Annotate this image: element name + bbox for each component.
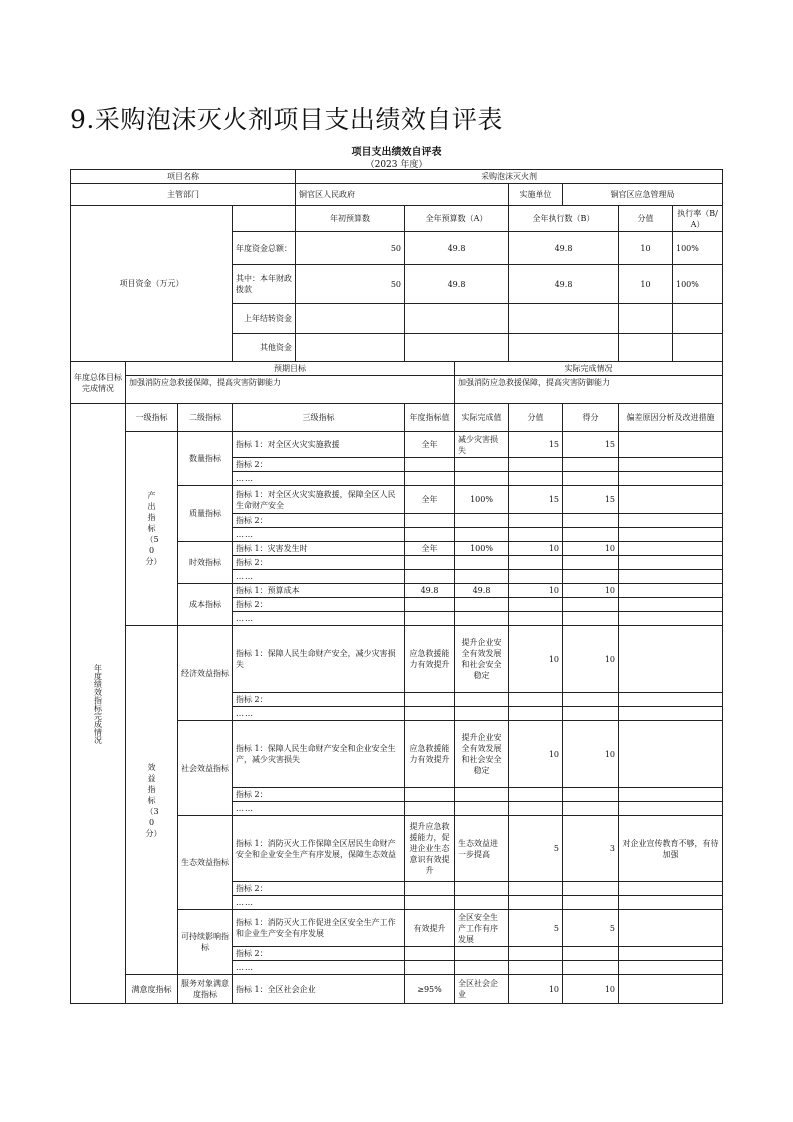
indicator-item: ……: [233, 570, 405, 584]
indicator-deviation: [619, 721, 723, 788]
indicator-item: ……: [233, 896, 405, 910]
funds-row-label: 年度资金总额：: [233, 232, 296, 265]
indicator-item: 指标 1：对全区火灾实施救援: [233, 432, 405, 458]
funds-row-label: 上年结转资金: [233, 304, 296, 334]
funds-row-rate: [673, 334, 723, 362]
indicator-level2: 社会效益指标: [178, 721, 233, 816]
indicator-item: ……: [233, 707, 405, 721]
indicator-score: 10: [563, 721, 619, 788]
indicator-score: 3: [563, 816, 619, 882]
indicator-score-value: 10: [509, 626, 563, 693]
page-heading: 9.采购泡沫灭火剂项目支出绩效自评表: [70, 105, 503, 134]
indicator-score: 10: [563, 542, 619, 556]
funds-row-init: 50: [296, 265, 405, 304]
indicator-target: 应急救援能力有效提升: [405, 721, 455, 788]
indicator-score-value: 10: [509, 975, 563, 1004]
indicator-score-value: 5: [509, 910, 563, 947]
indicator-target: 提升应急救援能力，促进企业生态意识有效提升: [405, 816, 455, 882]
indicator-section-text: 年度绩效指标完成情况: [93, 663, 103, 744]
indicator-item: 指标 2：: [233, 458, 405, 472]
indicator-actual: 全区社会企业: [455, 975, 509, 1004]
indicator-item: 指标 2：: [233, 556, 405, 570]
goal-header-row: [71, 362, 723, 376]
indicator-target: ≥95%: [405, 975, 455, 1004]
funds-row-exec: [509, 304, 619, 334]
indicator-item: 指标 1：消防灭火工作促进全区安全生产工作和企业生产安全有序发展: [233, 910, 405, 947]
output-level1: [126, 432, 178, 626]
indicator-target: 全年: [405, 542, 455, 556]
indicator-score-value: 15: [509, 432, 563, 458]
funds-row-rate: 100%: [673, 232, 723, 265]
funds-header-rate: 执行率（B/A）: [673, 206, 723, 232]
indicator-level2: 数量指标: [178, 432, 233, 486]
funds-row-label: 其中：本年财政拨款: [233, 265, 296, 304]
indicator-actual: 100%: [455, 486, 509, 514]
funds-row-budget: 49.8: [405, 265, 509, 304]
funds-header-exec: 全年执行数（B）: [509, 206, 619, 232]
goal-expected: 加强消防应急救援保障，提高灾害防御能力: [126, 376, 455, 404]
indicator-score-value: 5: [509, 816, 563, 882]
indicator-deviation: [619, 542, 723, 556]
goal-actual-header: 实际完成情况: [455, 362, 723, 376]
indicator-level2: 成本指标: [178, 584, 233, 626]
funds-row-init: [296, 334, 405, 362]
indicator-score-value: 15: [509, 486, 563, 514]
indicator-item: 指标 2：: [233, 693, 405, 707]
benefit-level1-text: 效益指标（30 分）: [145, 762, 162, 838]
header-deviation: 偏差原因分析及改进措施: [619, 404, 723, 432]
indicator-level2: 服务对象满意度指标: [178, 975, 233, 1004]
satisfaction-level1: 满意度指标: [126, 975, 178, 1004]
indicator-target: 全年: [405, 432, 455, 458]
project-name-label: 项目名称: [71, 170, 296, 184]
indicator-item: 指标 2：: [233, 947, 405, 961]
department-row: [71, 184, 723, 206]
indicator-target: 应急救援能力有效提升: [405, 626, 455, 693]
funds-row-exec: 49.8: [509, 265, 619, 304]
funds-header-blank: [233, 206, 296, 232]
benefit-level1: [126, 626, 178, 975]
indicator-level2: 时效指标: [178, 542, 233, 584]
indicator-item: ……: [233, 528, 405, 542]
indicator-deviation: 对企业宣传教育不够，有待加强: [619, 816, 723, 882]
unit-value: 铜官区应急管理局: [563, 184, 723, 206]
funds-row-score-value: 10: [619, 265, 673, 304]
output-level1-text: 产出指标（50 分）: [145, 491, 162, 566]
indicator-score: 10: [563, 584, 619, 598]
header-level1: 一级指标: [126, 404, 178, 432]
indicator-deviation: [619, 910, 723, 947]
indicator-score-value: 10: [509, 721, 563, 788]
indicator-row: [71, 432, 723, 458]
header-actual: 实际完成值: [455, 404, 509, 432]
indicator-row: [71, 626, 723, 693]
dept-value: 铜官区人民政府: [296, 184, 509, 206]
indicator-actual: 提升企业安全有效发展和社会安全稳定: [455, 721, 509, 788]
funds-row-budget: [405, 304, 509, 334]
indicator-item: 指标 1：预算成本: [233, 584, 405, 598]
indicator-item: 指标 2：: [233, 514, 405, 528]
indicator-item: 指标 1：保障人民生命财产安全，减少灾害损失: [233, 626, 405, 693]
indicator-item: 指标 1：对全区火灾实施救援，保障全区人民生命财产安全: [233, 486, 405, 514]
indicator-level2: 生态效益指标: [178, 816, 233, 910]
indicator-item: 指标 1：消防灭火工作保障全区居民生命财产安全和企业安全生产有序发展，保障生态效益: [233, 816, 405, 882]
indicator-score: 5: [563, 910, 619, 947]
funds-row-init: [296, 304, 405, 334]
indicator-actual: 49.8: [455, 584, 509, 598]
indicator-deviation: [619, 584, 723, 598]
indicator-target: 49.8: [405, 584, 455, 598]
goal-content-row: [71, 376, 723, 404]
funds-row-exec: 49.8: [509, 232, 619, 265]
funds-header-init: 年初预算数: [296, 206, 405, 232]
indicator-item: 指标 2：: [233, 788, 405, 802]
indicator-score-value: 10: [509, 584, 563, 598]
indicator-actual: 全区安全生产工作有序发展: [455, 910, 509, 947]
header-level3: 三级指标: [233, 404, 405, 432]
project-name-row: [71, 170, 723, 184]
header-score: 得分: [563, 404, 619, 432]
indicator-item: ……: [233, 961, 405, 975]
goal-expected-header: 预期目标: [126, 362, 455, 376]
table-year: （2023 年度）: [365, 160, 428, 170]
funds-row-score-value: [619, 334, 673, 362]
header-level2: 二级指标: [178, 404, 233, 432]
indicator-item: 指标 2：: [233, 598, 405, 612]
indicator-score-value: 10: [509, 542, 563, 556]
indicator-row: [71, 975, 723, 1004]
goal-label: 年度总体目标完成情况: [71, 362, 126, 404]
indicator-deviation: [619, 486, 723, 514]
indicator-score: 10: [563, 975, 619, 1004]
indicator-deviation: [619, 626, 723, 693]
indicator-item: ……: [233, 472, 405, 486]
funds-row-rate: 100%: [673, 265, 723, 304]
indicator-level2: 经济效益指标: [178, 626, 233, 721]
funds-row-budget: [405, 334, 509, 362]
indicator-item: ……: [233, 612, 405, 626]
indicator-deviation: [619, 432, 723, 458]
dept-label: 主管部门: [71, 184, 296, 206]
indicator-section-label: [71, 404, 126, 1004]
indicator-score: 10: [563, 626, 619, 693]
funds-row-init: 50: [296, 232, 405, 265]
funds-row-label: 其他资金: [233, 334, 296, 362]
indicator-item: 指标 2：: [233, 882, 405, 896]
funds-header-budget: 全年预算数（A）: [405, 206, 509, 232]
project-name-value: 采购泡沫灭火剂: [296, 170, 723, 184]
performance-table: [70, 169, 723, 1004]
indicator-item: ……: [233, 802, 405, 816]
indicator-target: 全年: [405, 486, 455, 514]
funds-row-exec: [509, 334, 619, 362]
funds-header-row: [71, 206, 723, 232]
goal-actual: 加强消防应急救援保障，提高灾害防御能力: [455, 376, 723, 404]
indicator-level2: 质量指标: [178, 486, 233, 542]
funds-label: 项目资金（万元）: [71, 206, 233, 362]
funds-row-score-value: [619, 304, 673, 334]
funds-row-budget: 49.8: [405, 232, 509, 265]
indicator-score: 15: [563, 432, 619, 458]
indicator-item: 指标 1：全区社会企业: [233, 975, 405, 1004]
funds-header-score-value: 分值: [619, 206, 673, 232]
indicator-header-row: [71, 404, 723, 432]
indicator-actual: 100%: [455, 542, 509, 556]
funds-row-rate: [673, 304, 723, 334]
funds-row-score-value: 10: [619, 232, 673, 265]
indicator-score: 15: [563, 486, 619, 514]
indicator-item: 指标 1：保障人民生命财产安全和企业安全生产，减少灾害损失: [233, 721, 405, 788]
indicator-target: 有效提升: [405, 910, 455, 947]
header-score-value: 分值: [509, 404, 563, 432]
unit-label: 实施单位: [509, 184, 563, 206]
indicator-level2: 可持续影响指标: [178, 910, 233, 975]
indicator-actual: 减少灾害损失: [455, 432, 509, 458]
indicator-item: 指标 1：灾害发生时: [233, 542, 405, 556]
indicator-actual: 生态效益进一步提高: [455, 816, 509, 882]
indicator-deviation: [619, 975, 723, 1004]
indicator-actual: 提升企业安全有效发展和社会安全稳定: [455, 626, 509, 693]
header-target: 年度指标值: [405, 404, 455, 432]
table-title: 项目支出绩效自评表: [351, 147, 442, 158]
